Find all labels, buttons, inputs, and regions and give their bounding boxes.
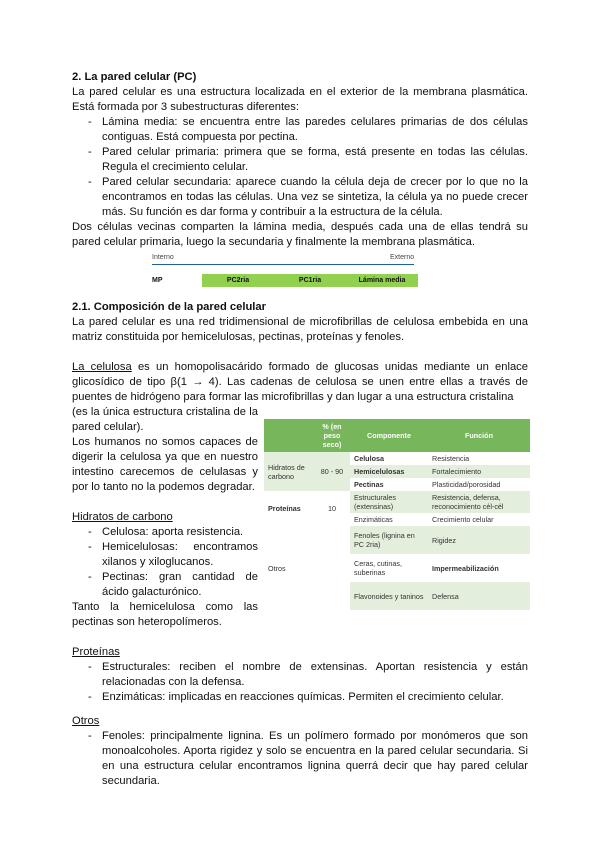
component-cell: Flavonoides y taninos — [350, 582, 428, 610]
group-cell: Hidratos de carbono — [264, 452, 314, 491]
function-cell: Resistencia, defensa, reconocimiento cél-cél — [428, 491, 530, 513]
diagram-label-interno: Interno — [152, 254, 174, 261]
function-cell: Rigidez — [428, 526, 530, 554]
otros-list — [72, 729, 528, 789]
group-cell: Otros — [264, 526, 314, 610]
function-cell: Defensa — [428, 582, 530, 610]
component-cell: Estructurales (extensinas) — [350, 491, 428, 513]
pared-intro: La pared celular es una estructura localizada en el exterior de la membrana plasmática. Está formada por 3 subestructuras diferentes: — [72, 86, 528, 113]
pared-outro: Dos células vecinas comparten la lámina media, después cada una de ellas tendrá su pared celular primaria, luego la secundaria y finalmente la membrana plasmática. — [72, 221, 528, 248]
component-cell: Enzimáticas — [350, 513, 428, 526]
component-cell: Celulosa — [350, 452, 428, 465]
pct-cell — [314, 526, 350, 610]
function-cell: Impermeabilización — [428, 554, 530, 582]
hidratos-title: Hidratos de carbono — [72, 511, 173, 523]
left-column — [72, 405, 258, 630]
diagram-pc2: PC2ria — [202, 274, 274, 287]
table-header: % (en peso seco) — [314, 419, 350, 452]
tanto-paragraph: Tanto la hemicelulosa como las pectinas son heteropolímeros. — [72, 601, 258, 628]
function-cell: Crecimiento celular — [428, 513, 530, 526]
function-cell: Plasticidad/porosidad — [428, 478, 530, 491]
component-cell: Hemicelulosas — [350, 465, 428, 478]
list-item: - Pectinas: gran cantidad de ácido galacturónico. — [72, 570, 258, 600]
pct-cell: 80 - 90 — [314, 452, 350, 491]
document-page — [72, 70, 528, 789]
list-item: - Hemicelulosas: encontramos xilanos y xiloglucanos. — [72, 540, 258, 570]
list-item: - Enzimáticas: implicadas en reacciones químicas. Permiten el crecimiento celular. — [72, 690, 528, 705]
table-section — [72, 405, 528, 630]
component-cell: Pectinas — [350, 478, 428, 491]
substructures-list — [72, 115, 528, 220]
composicion-intro: La pared celular es una red tridimensional de microfibrillas de celulosa embebida en una matriz constituida por hemicelulosas, pectinas, proteínas y fenoles. — [72, 316, 528, 343]
table-header: Función — [428, 419, 530, 452]
table-header: Componente — [350, 419, 428, 452]
list-item: - Fenoles: principalmente lignina. Es un polímero formado por monómeros que son monoalcoholes. Aporta rigidez y solo se encuentra en la pared celular secundaria. Si en una estructura celular encontramos lignina querrá decir que hay pared celular secundaria. — [72, 729, 528, 789]
list-item: - Pared celular secundaria: aparece cuando la célula deja de crecer por lo que no la encontramos en todas las células. Una vez se sintetiza, la célula ya no puede crecer más. Su función es dar forma y contribuir a la estructura de la célula. — [72, 175, 528, 220]
diagram-pc1: PC1ria — [274, 274, 346, 287]
celulosa-cristalina: (es la única estructura cristalina de la pared celular). — [72, 406, 258, 433]
list-item: - Lámina media: se encuentra entre las paredes celulares primarias de dos células contiguas. Está compuesta por pectina. — [72, 115, 528, 145]
component-cell: Fenoles (lignina en PC 2ria) — [350, 526, 428, 554]
section-title-pared-celular: 2. La pared celular (PC) — [72, 71, 197, 83]
otros-title: Otros — [72, 715, 100, 727]
diagram-mp: MP — [152, 274, 202, 287]
composition-table — [264, 419, 530, 610]
celulosa-label: La celulosa — [72, 361, 132, 373]
hidratos-list — [72, 525, 258, 600]
list-item: - Celulosa: aporta resistencia. — [72, 525, 258, 540]
membrane-diagram — [72, 254, 528, 290]
proteinas-title: Proteínas — [72, 646, 120, 658]
group-cell: Proteínas — [264, 491, 314, 526]
list-item: - Pared celular primaria: primera que se forma, está presente en todas las células. Regula el crecimiento celular. — [72, 145, 528, 175]
diagram-label-externo: Externo — [390, 254, 415, 261]
section-title-composicion: 2.1. Composición de la pared celular — [72, 301, 266, 313]
pct-cell: 10 — [314, 491, 350, 526]
celulosa-text: es un homopolisacárido formado de glucosas unidas mediante un enlace glicosídico de tipo β(1 → 4). Las cadenas de celulosa se unen entre ellas a través de puentes de hidrógeno para formar las microfibrillas y dan lugar a una estructura cristalina — [72, 361, 528, 403]
function-cell: Resistencia — [428, 452, 530, 465]
list-item: - Estructurales: reciben el nombre de extensinas. Aportan resistencia y están relacionadas con la defensa. — [72, 660, 528, 690]
table-header — [264, 419, 314, 452]
humanos-paragraph: Los humanos no somos capaces de digerir la celulosa ya que en nuestro intestino carecemos de celulasas y por lo tanto no la podemos degradar. — [72, 436, 258, 493]
celulosa-paragraph — [72, 360, 528, 405]
diagram-axis-line — [152, 264, 414, 265]
function-cell: Fortalecimiento — [428, 465, 530, 478]
proteinas-list — [72, 660, 528, 705]
diagram-lamina-media: Lámina media — [346, 274, 418, 287]
component-cell: Ceras, cutinas, suberinas — [350, 554, 428, 582]
